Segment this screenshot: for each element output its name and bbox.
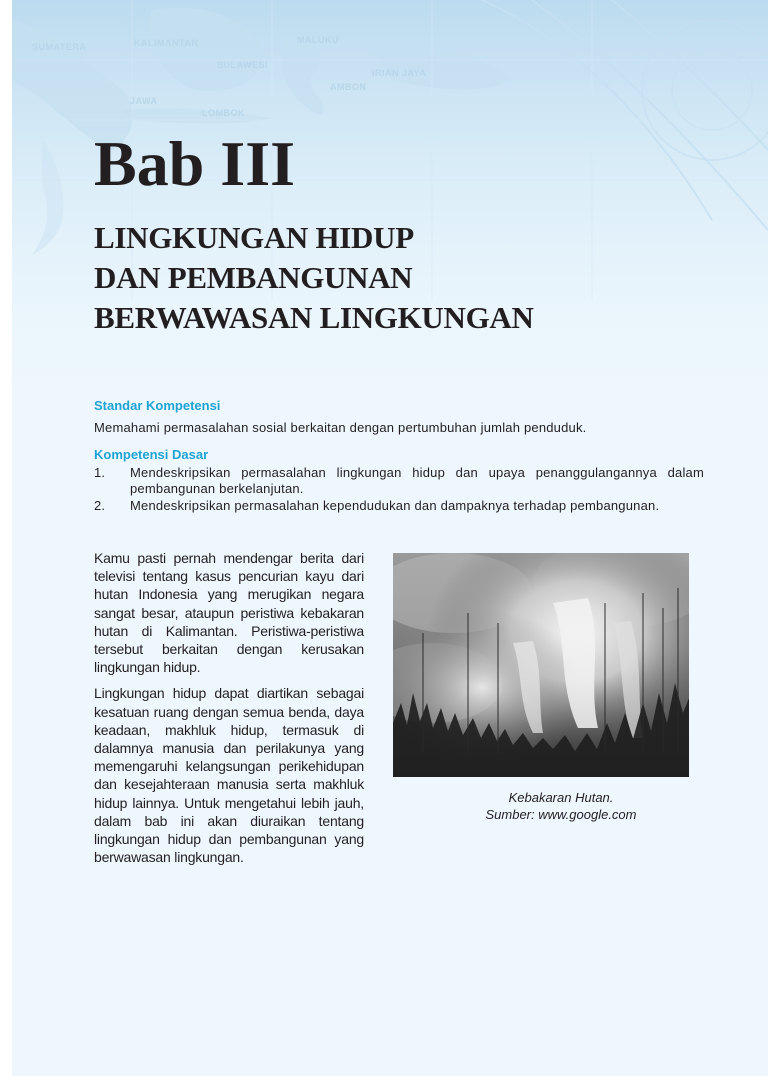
chapter-title-line: DAN PEMBANGUNAN (94, 260, 413, 295)
list-item-text: Mendeskripsikan permasalahan lingkungan hidup dan upaya penanggulangannya dalam pembangunan berkelanjutan. (130, 465, 704, 496)
chapter-title (94, 218, 534, 338)
chapter-title-line: BERWAWASAN LINGKUNGAN (94, 300, 534, 335)
map-label: IRIAN JAYA (372, 68, 427, 78)
list-item-number: 2. (94, 498, 106, 513)
list-item-number: 1. (94, 465, 106, 480)
list-item (94, 465, 704, 497)
map-label: SULAWESI (217, 60, 269, 70)
intro-text-column (94, 549, 364, 874)
forest-fire-photo (393, 553, 689, 777)
map-label: LOMBOK (202, 108, 245, 118)
chapter-number: Bab III (94, 128, 295, 199)
map-label: MALUKU (297, 35, 339, 45)
standar-kompetensi-text: Memahami permasalahan sosial berkaitan dengan pertumbuhan jumlah penduduk. (94, 420, 587, 435)
body-paragraph: Kamu pasti pernah mendengar berita dari televisi tentang kasus pencurian kayu dari hutan Indonesia yang merugikan negara sangat besar, ataupun peristiwa kebakaran hutan di Kalimantan. Peristiwa-peristiwa tersebut berkaitan dengan kerusakan lingkungan hidup. (94, 550, 364, 676)
kompetensi-dasar-heading: Kompetensi Dasar (94, 447, 209, 462)
kompetensi-dasar-list (94, 465, 704, 515)
list-item (94, 498, 704, 514)
map-label: KALIMANTAN (134, 38, 199, 48)
caption-source: Sumber: www.google.com (485, 807, 637, 822)
caption-title: Kebakaran Hutan. (508, 790, 614, 805)
standar-kompetensi-heading: Standar Kompetensi (94, 398, 221, 413)
map-label: JAWA (130, 96, 158, 106)
list-item-text: Mendeskripsikan permasalahan kependudukan dan dampaknya terhadap pembangunan. (130, 498, 660, 513)
figure-caption (393, 789, 729, 823)
chapter-title-line: LINGKUNGAN HIDUP (94, 220, 414, 255)
body-paragraph: Lingkungan hidup dapat diartikan sebagai kesatuan ruang dengan semua benda, daya keadaan, makhluk hidup, termasuk di dalamnya manusia dan perilakunya yang memengaruhi kelangsungan perikehidupan dan kesejahteraan manusia serta makhluk hidup lainnya. Untuk mengetahui lebih jauh, dalam bab ini akan diuraikan tentang lingkungan hidup dan pembangunan yang berwawasan lingkungan. (94, 685, 364, 866)
map-label: AMBON (330, 82, 367, 92)
map-label: SUMATERA (32, 42, 87, 52)
page (12, 0, 768, 1076)
